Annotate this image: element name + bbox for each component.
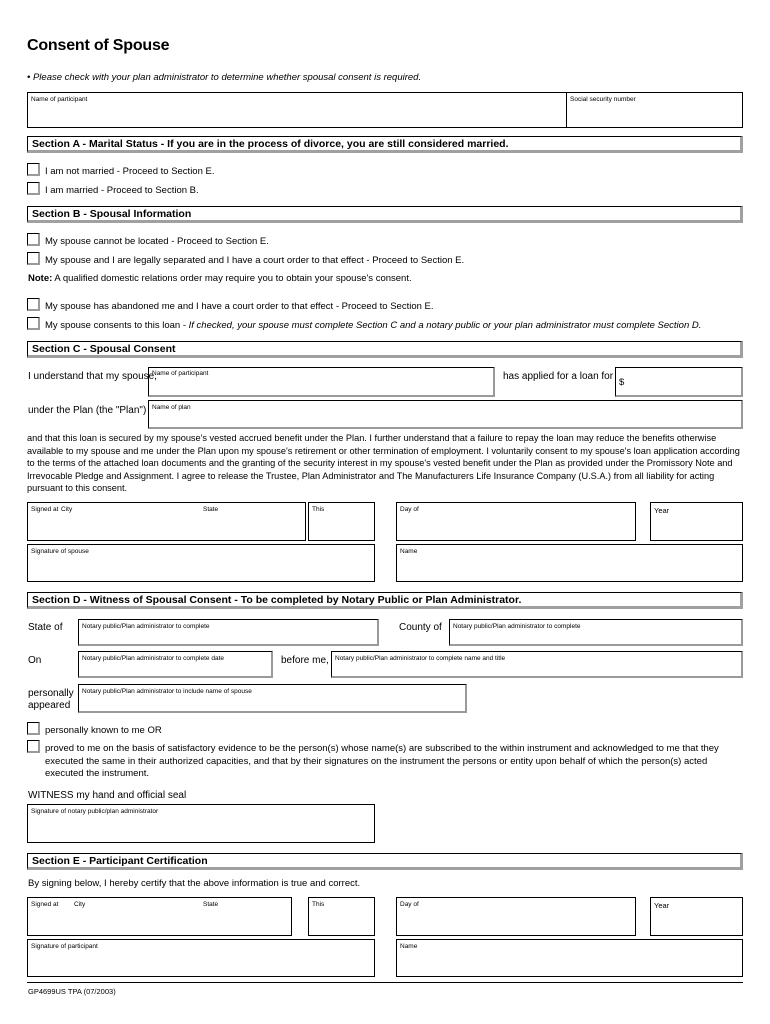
proved-label: proved to me on the basis of satisfactory evidence to be the person(s) whose name(s) are subscribed to the within instrument and acknowledged to me that they executed the same in their authorized capacities, and that by their signatures on the instrument the persons or entity upon behalf of which the person(s) acted executed the instrument. [45,743,719,779]
not-located-checkbox[interactable] [27,233,40,246]
not-married-label: I am not married - Proceed to Section E. [45,166,215,177]
state-label: State [203,506,219,513]
proved-checkbox[interactable] [27,740,40,753]
on-label: On [28,655,42,666]
spouse-name-field[interactable] [396,544,743,582]
field-label: Name of participant [31,96,88,103]
before-me-label: before me, [281,655,329,666]
this-label: This [312,506,325,513]
personally-known-label: personally known to me OR [45,725,162,736]
spouse-this-field[interactable] [308,502,375,541]
participant-signed-at-field[interactable] [27,897,292,936]
qdro-note [28,273,412,285]
consent-paragraph: and that this loan is secured by my spouse's vested accrued benefit under the Plan. I further understand that a failure to repay the loan may reduce the benefits otherwise available to my spouse and me under the Plan upon my spouse's retirement or other termination of employment. I voluntarily consent to my spouse's loan application according to the terms of the attached loan documents and the granting of the security interest in my spouse's vested benefit under the Plan as provided under the Promissory Note and Irrevocable Pledge and Assignment. I agree to release the Trustee, Plan Administrator and The Manufacturers Life Insurance Company (U.S.A.) from all liability for acting pursuant to this consent. [27,433,740,494]
notary-name-title-field[interactable] [331,651,743,678]
loan-amount-field[interactable] [615,367,743,397]
participant-day-of-field[interactable] [396,897,636,936]
witness-text: WITNESS my hand and official seal [28,790,187,801]
field-label: Notary public/Plan administrator to complete name and title [335,655,506,662]
section-b-heading: Section B - Spousal Information [27,206,743,223]
spouse-day-of-field[interactable] [396,502,636,541]
understand-text: I understand that my spouse, [28,371,157,382]
participant-this-field[interactable] [308,897,375,936]
spouse-year-field[interactable] [650,502,743,541]
spouse-signature-field[interactable] [27,544,375,582]
ssn-field[interactable] [566,92,743,128]
day-of-label: Day of [400,901,419,908]
note-label: Note: [28,273,53,284]
participant-name-field-e[interactable] [396,939,743,977]
form-number: GP4699US TPA (07/2003) [28,987,116,996]
section-a-heading: Section A - Marital Status - If you are in the process of divorce, you are still considered married. [27,136,743,153]
field-label: Name of participant [152,370,209,377]
notary-state-field[interactable] [78,619,379,646]
separated-label: My spouse and I are legally separated and I have a court order to that effect - Proceed to Section E. [45,255,465,266]
footer-divider [27,982,743,983]
personally-known-checkbox[interactable] [27,722,40,735]
notary-county-field[interactable] [449,619,743,646]
not-located-label: My spouse cannot be located - Proceed to Section E. [45,236,269,247]
state-of-label: State of [28,622,63,633]
field-label: Notary public/Plan administrator to include name of spouse [82,688,252,695]
instruction-note: • Please check with your plan administrator to determine whether spousal consent is required. [27,72,422,83]
personally-label: personally [28,688,74,699]
section-d-heading: Section D - Witness of Spousal Consent - To be completed by Notary Public or Plan Administrator. [27,592,743,609]
note-text: A qualified domestic relations order may require you to obtain your spouse's consent. [52,273,412,284]
participant-name-field[interactable] [27,92,567,128]
signature-label: Signature of spouse [31,548,89,555]
spouse-participant-name-field[interactable] [148,367,495,397]
section-c-heading: Section C - Spousal Consent [27,341,743,358]
participant-signature-field[interactable] [27,939,375,977]
abandoned-label: My spouse has abandoned me and I have a court order to that effect - Proceed to Section E. [45,301,434,312]
county-of-label: County of [399,622,442,633]
consents-text: My spouse consents to this loan - [45,320,189,331]
signature-label: Signature of participant [31,943,98,950]
appeared-label: appeared [28,700,71,711]
certify-text: By signing below, I hereby certify that the above information is true and correct. [28,878,361,889]
dollar-sign: $ [619,377,625,388]
city-label: City [74,901,86,908]
signed-at-label: Signed at [31,901,59,908]
notary-spouse-name-field[interactable] [78,684,467,713]
field-label: Social security number [570,96,636,103]
spouse-signed-at-field[interactable] [27,502,306,541]
field-label: Notary public/Plan administrator to complete [82,623,210,630]
year-label: Year [654,506,670,515]
abandoned-checkbox[interactable] [27,298,40,311]
day-of-label: Day of [400,506,419,513]
city-label: City [61,506,73,513]
signed-at-label: Signed at [31,506,59,513]
married-label: I am married - Proceed to Section B. [45,185,199,196]
separated-checkbox[interactable] [27,252,40,265]
married-checkbox[interactable] [27,182,40,195]
field-label: Notary public/Plan administrator to complete date [82,655,224,662]
notary-date-field[interactable] [78,651,273,678]
field-label: Notary public/Plan administrator to complete [453,623,581,630]
consents-checkbox[interactable] [27,317,40,330]
signature-label: Signature of notary public/plan administrator [31,808,159,815]
consents-italic-text: If checked, your spouse must complete Section C and a notary public or your plan administrator must complete Section D. [188,320,702,331]
year-label: Year [654,901,670,910]
section-e-heading: Section E - Participant Certification [27,853,743,870]
this-label: This [312,901,325,908]
participant-year-field[interactable] [650,897,743,936]
not-married-checkbox[interactable] [27,163,40,176]
plan-name-field[interactable] [148,400,743,429]
notary-signature-field[interactable] [27,804,375,843]
applied-text: has applied for a loan for [503,371,614,382]
name-label: Name [400,943,418,950]
consents-label [45,320,701,332]
state-label: State [203,901,219,908]
field-label: Name of plan [152,404,191,411]
page-title: Consent of Spouse [27,37,170,54]
name-label: Name [400,548,418,555]
under-plan-text: under the Plan (the "Plan") [28,405,147,416]
